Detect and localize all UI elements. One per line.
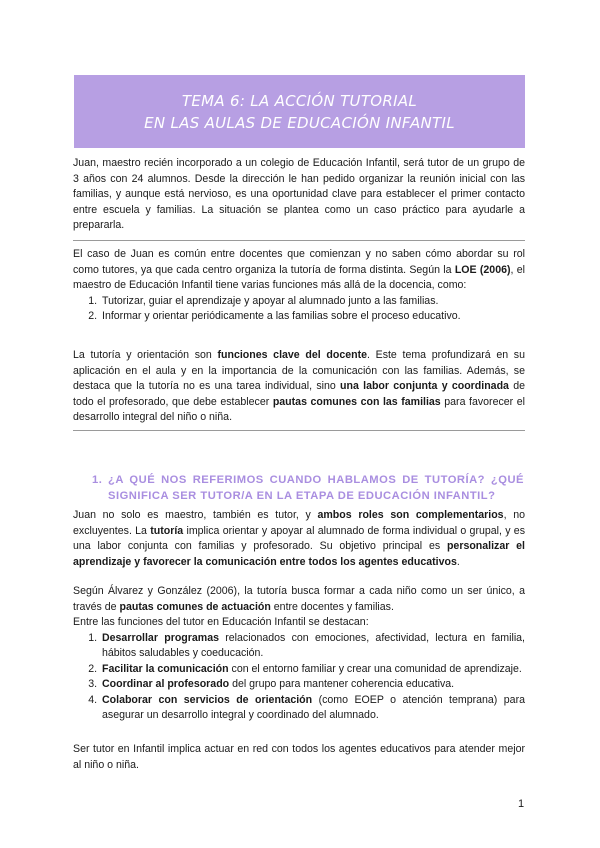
tutor-functions-list — [73, 631, 525, 724]
closing-text: Ser tutor en Infantil implica actuar en red con todos los agentes educativos para atender mejor al niño o niña. — [73, 743, 525, 771]
tutoring-paragraph — [73, 508, 525, 570]
teacher-functions-list — [73, 294, 525, 325]
divider — [73, 430, 525, 431]
intro-paragraph — [73, 156, 525, 234]
summary-paragraph — [73, 348, 525, 426]
list-item: 1. Tutorizar, guiar el aprendizaje y apoyar al alumnado junto a las familias. — [100, 294, 525, 310]
title-line-2: EN LAS AULAS DE EDUCACIÓN INFANTIL — [144, 113, 455, 132]
list-item: 3. Coordinar al profesorado del grupo para mantener coherencia educativa. — [100, 677, 525, 693]
title-line-1: TEMA 6: LA ACCIÓN TUTORIAL — [181, 91, 418, 110]
intro-text: Juan, maestro recién incorporado a un colegio de Educación Infantil, será tutor de un grupo de 3 años con 24 alumnos. Desde la dirección le han pedido organizar la reunión inicial con las familias, y aunque está nervioso, es una oportunidad clave para establecer el primer contacto entre escuela y familias. La situación se plantea como un caso práctico para ayudarle a prepararla. — [73, 157, 525, 231]
functions-lead: Entre las funciones del tutor en Educación Infantil se destacan: — [73, 616, 369, 628]
list-item: 2. Informar y orientar periódicamente a las familias sobre el proceso educativo. — [100, 309, 525, 325]
list-item: 2. Facilitar la comunicación con el entorno familiar y crear una comunidad de aprendizaje. — [100, 662, 525, 678]
section-heading — [92, 472, 524, 504]
page-number: 1 — [518, 798, 525, 810]
section-number: 1. — [92, 474, 103, 486]
section-title: ¿A QUÉ NOS REFERIMOS CUANDO HABLAMOS DE TUTORÍA? ¿QUÉ SIGNIFICA SER TUTOR/A EN LA ETAPA DE EDUCACIÓN INFANTIL? — [108, 474, 524, 502]
list-item: 4. Colaborar con servicios de orientación (como EOEP o atención temprana) para asegurar un desarrollo integral y coordinado del alumnado. — [100, 693, 525, 724]
divider — [73, 240, 525, 241]
tutoring-text: Juan no solo es maestro, también es tutor, y ambos roles son complementarios, no excluyentes. La tutoría implica orientar y apoyar al alumnado de forma individual o grupal, y es una labor conjunta con familias y profesorado. Su objetivo principal es personalizar el aprendizaje y favorecer la comunicación entre todos los agentes educativos. — [73, 509, 525, 568]
summary-text: La tutoría y orientación son funciones clave del docente. Este tema profundizará en su aplicación en el aula y en la importancia de la comunicación con las familias. Además, se destaca que la tutoría no es una tarea individual, sino una labor conjunta y coordinada de todo el profesorado, que debe establecer pautas comunes con las familias para favorecer el desarrollo integral del niño o niña. — [73, 349, 525, 423]
context-paragraph — [73, 247, 525, 325]
functions-intro: Según Álvarez y González (2006), la tutoría busca formar a cada niño como un ser único, a través de pautas comunes de actuación entre docentes y familias. — [73, 585, 525, 613]
title-banner — [74, 75, 525, 148]
context-text: El caso de Juan es común entre docentes que comienzan y no saben cómo abordar su rol como tutores, ya que cada centro organiza la tutoría de forma distinta. Según la LOE (2006), el maestro de Educación Infantil tiene varias funciones más allá de la docencia, como: — [73, 248, 525, 291]
list-item: 1. Desarrollar programas relacionados con emociones, afectividad, lectura en familia, hábitos saludables y coeducación. — [100, 631, 525, 662]
closing-paragraph — [73, 742, 525, 773]
functions-paragraph — [73, 584, 525, 724]
law-reference: LOE (2006) — [454, 263, 511, 276]
